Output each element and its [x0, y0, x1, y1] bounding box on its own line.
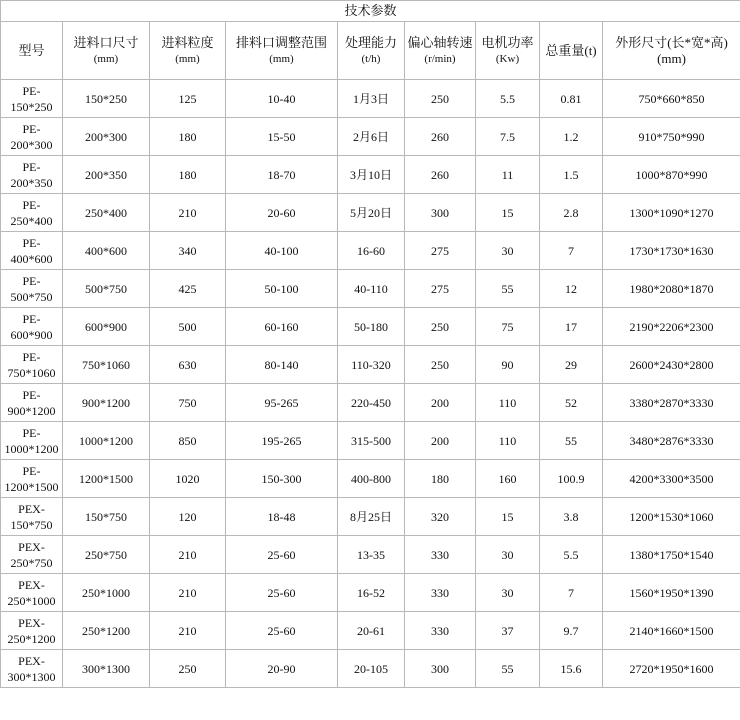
cell-dimensions: 2140*1660*1500 — [603, 612, 740, 650]
cell-weight: 12 — [540, 270, 603, 308]
model-prefix: PE- — [22, 425, 41, 440]
cell-feed-opening: 1200*1500 — [63, 460, 150, 498]
cell-feed-size: 180 — [150, 156, 226, 194]
header-capacity-unit: (t/h) — [361, 52, 381, 65]
cell-capacity: 8月25日 — [338, 498, 405, 536]
cell-weight: 1.5 — [540, 156, 603, 194]
table-row — [1, 156, 740, 194]
header-speed — [405, 22, 476, 80]
table-row — [1, 650, 740, 688]
cell-weight: 1.2 — [540, 118, 603, 156]
cell-feed-opening: 150*750 — [63, 498, 150, 536]
cell-feed-opening: 500*750 — [63, 270, 150, 308]
cell-dimensions: 1980*2080*1870 — [603, 270, 740, 308]
cell-feed-opening: 400*600 — [63, 232, 150, 270]
cell-dimensions: 3480*2876*3330 — [603, 422, 740, 460]
cell-model — [1, 536, 63, 574]
cell-dimensions: 2600*2430*2800 — [603, 346, 740, 384]
model-size: 250*1000 — [7, 593, 56, 608]
model-prefix: PEX- — [18, 653, 45, 668]
cell-dimensions: 750*660*850 — [603, 80, 740, 118]
table-row — [1, 498, 740, 536]
header-model — [1, 22, 63, 80]
model-size: 1200*1500 — [4, 479, 59, 494]
cell-model — [1, 80, 63, 118]
cell-discharge-range: 25-60 — [226, 612, 338, 650]
cell-capacity: 50-180 — [338, 308, 405, 346]
table-row — [1, 574, 740, 612]
cell-model — [1, 574, 63, 612]
model-size: 250*1200 — [7, 631, 56, 646]
model-size: 900*1200 — [7, 403, 56, 418]
cell-weight: 55 — [540, 422, 603, 460]
header-speed-label: 偏心轴转速 — [407, 34, 473, 50]
cell-capacity: 20-105 — [338, 650, 405, 688]
cell-model — [1, 384, 63, 422]
cell-weight: 7 — [540, 232, 603, 270]
cell-power: 37 — [476, 612, 540, 650]
table-title: 技术参数 — [1, 1, 740, 22]
cell-capacity: 13-35 — [338, 536, 405, 574]
cell-discharge-range: 20-60 — [226, 194, 338, 232]
cell-capacity: 400-800 — [338, 460, 405, 498]
cell-capacity: 20-61 — [338, 612, 405, 650]
cell-capacity: 16-60 — [338, 232, 405, 270]
cell-model — [1, 232, 63, 270]
header-discharge-range-unit: (mm) — [269, 52, 294, 65]
header-power-label: 电机功率 — [481, 34, 534, 50]
cell-weight: 9.7 — [540, 612, 603, 650]
cell-dimensions: 1000*870*990 — [603, 156, 740, 194]
model-prefix: PE- — [22, 235, 41, 250]
cell-feed-size: 425 — [150, 270, 226, 308]
model-size: 1000*1200 — [4, 441, 59, 456]
model-size: 150*750 — [10, 517, 53, 532]
cell-power: 30 — [476, 536, 540, 574]
cell-speed: 330 — [405, 574, 476, 612]
header-feed-size-label: 进料粒度 — [161, 34, 214, 50]
cell-speed: 250 — [405, 308, 476, 346]
cell-feed-size: 250 — [150, 650, 226, 688]
cell-power: 90 — [476, 346, 540, 384]
model-prefix: PE- — [22, 273, 41, 288]
cell-power: 7.5 — [476, 118, 540, 156]
cell-discharge-range: 50-100 — [226, 270, 338, 308]
cell-power: 5.5 — [476, 80, 540, 118]
header-weight — [540, 22, 603, 80]
model-size: 300*1300 — [7, 669, 56, 684]
table-row — [1, 80, 740, 118]
table-row — [1, 536, 740, 574]
table-row — [1, 118, 740, 156]
model-size: 250*400 — [10, 213, 53, 228]
cell-feed-size: 500 — [150, 308, 226, 346]
cell-discharge-range: 25-60 — [226, 574, 338, 612]
cell-speed: 300 — [405, 194, 476, 232]
header-feed-opening-label: 进料口尺寸 — [73, 34, 139, 50]
cell-dimensions: 1730*1730*1630 — [603, 232, 740, 270]
header-power — [476, 22, 540, 80]
cell-speed: 260 — [405, 118, 476, 156]
cell-discharge-range: 60-160 — [226, 308, 338, 346]
cell-discharge-range: 25-60 — [226, 536, 338, 574]
cell-speed: 300 — [405, 650, 476, 688]
cell-model — [1, 346, 63, 384]
cell-feed-size: 210 — [150, 612, 226, 650]
header-model-label: 型号 — [18, 42, 45, 58]
cell-model — [1, 308, 63, 346]
cell-model — [1, 498, 63, 536]
cell-feed-opening: 200*300 — [63, 118, 150, 156]
cell-model — [1, 650, 63, 688]
table-row — [1, 194, 740, 232]
cell-discharge-range: 18-70 — [226, 156, 338, 194]
cell-weight: 100.9 — [540, 460, 603, 498]
header-row — [1, 22, 740, 80]
table-row — [1, 422, 740, 460]
model-prefix: PE- — [22, 159, 41, 174]
cell-feed-size: 850 — [150, 422, 226, 460]
cell-feed-opening: 150*250 — [63, 80, 150, 118]
cell-weight: 17 — [540, 308, 603, 346]
model-prefix: PE- — [22, 387, 41, 402]
cell-discharge-range: 15-50 — [226, 118, 338, 156]
cell-feed-opening: 250*750 — [63, 536, 150, 574]
cell-model — [1, 194, 63, 232]
header-capacity — [338, 22, 405, 80]
cell-discharge-range: 95-265 — [226, 384, 338, 422]
cell-feed-opening: 200*350 — [63, 156, 150, 194]
cell-dimensions: 1560*1950*1390 — [603, 574, 740, 612]
cell-weight: 29 — [540, 346, 603, 384]
cell-capacity: 3月10日 — [338, 156, 405, 194]
cell-capacity: 110-320 — [338, 346, 405, 384]
cell-speed: 320 — [405, 498, 476, 536]
model-size: 400*600 — [10, 251, 53, 266]
cell-feed-size: 750 — [150, 384, 226, 422]
cell-speed: 275 — [405, 232, 476, 270]
cell-weight: 0.81 — [540, 80, 603, 118]
cell-feed-size: 120 — [150, 498, 226, 536]
cell-speed: 250 — [405, 346, 476, 384]
cell-capacity: 1月3日 — [338, 80, 405, 118]
table-body — [1, 80, 740, 688]
model-prefix: PEX- — [18, 577, 45, 592]
cell-power: 55 — [476, 650, 540, 688]
cell-dimensions: 2720*1950*1600 — [603, 650, 740, 688]
table-row — [1, 308, 740, 346]
model-size: 500*750 — [10, 289, 53, 304]
cell-feed-opening: 250*400 — [63, 194, 150, 232]
cell-discharge-range: 10-40 — [226, 80, 338, 118]
cell-model — [1, 156, 63, 194]
cell-capacity: 16-52 — [338, 574, 405, 612]
cell-feed-opening: 250*1000 — [63, 574, 150, 612]
header-discharge-range — [226, 22, 338, 80]
header-weight-label: 总重量(t) — [545, 42, 597, 58]
cell-weight: 52 — [540, 384, 603, 422]
cell-weight: 3.8 — [540, 498, 603, 536]
model-size: 750*1060 — [7, 365, 56, 380]
cell-speed: 200 — [405, 422, 476, 460]
model-prefix: PE- — [22, 311, 41, 326]
cell-feed-size: 210 — [150, 574, 226, 612]
cell-power: 11 — [476, 156, 540, 194]
header-capacity-label: 处理能力 — [344, 34, 397, 50]
cell-model — [1, 422, 63, 460]
table-row — [1, 270, 740, 308]
model-size: 250*750 — [10, 555, 53, 570]
model-prefix: PE- — [22, 349, 41, 364]
model-size: 600*900 — [10, 327, 53, 342]
header-feed-opening — [63, 22, 150, 80]
cell-power: 15 — [476, 194, 540, 232]
title-row — [1, 1, 740, 22]
table-row — [1, 460, 740, 498]
header-discharge-range-label: 排料口调整范围 — [235, 34, 327, 50]
cell-feed-size: 180 — [150, 118, 226, 156]
cell-dimensions: 2190*2206*2300 — [603, 308, 740, 346]
cell-discharge-range: 80-140 — [226, 346, 338, 384]
model-prefix: PEX- — [18, 615, 45, 630]
cell-feed-size: 340 — [150, 232, 226, 270]
model-prefix: PE- — [22, 197, 41, 212]
cell-speed: 250 — [405, 80, 476, 118]
cell-dimensions: 3380*2870*3330 — [603, 384, 740, 422]
cell-model — [1, 612, 63, 650]
cell-weight: 2.8 — [540, 194, 603, 232]
cell-power: 160 — [476, 460, 540, 498]
cell-model — [1, 270, 63, 308]
cell-power: 110 — [476, 422, 540, 460]
cell-feed-size: 210 — [150, 536, 226, 574]
header-dimensions — [603, 22, 740, 80]
header-feed-size-unit: (mm) — [175, 52, 200, 65]
cell-feed-opening: 750*1060 — [63, 346, 150, 384]
cell-capacity: 5月20日 — [338, 194, 405, 232]
cell-feed-opening: 900*1200 — [63, 384, 150, 422]
model-prefix: PEX- — [18, 539, 45, 554]
cell-discharge-range: 18-48 — [226, 498, 338, 536]
cell-power: 15 — [476, 498, 540, 536]
cell-power: 30 — [476, 232, 540, 270]
cell-dimensions: 4200*3300*3500 — [603, 460, 740, 498]
cell-capacity: 2月6日 — [338, 118, 405, 156]
model-prefix: PE- — [22, 463, 41, 478]
cell-feed-size: 125 — [150, 80, 226, 118]
cell-weight: 5.5 — [540, 536, 603, 574]
cell-feed-opening: 600*900 — [63, 308, 150, 346]
cell-dimensions: 910*750*990 — [603, 118, 740, 156]
cell-speed: 275 — [405, 270, 476, 308]
cell-speed: 260 — [405, 156, 476, 194]
model-prefix: PE- — [22, 121, 41, 136]
cell-feed-size: 1020 — [150, 460, 226, 498]
cell-power: 55 — [476, 270, 540, 308]
header-dimensions-label: 外形尺寸(长*宽*高)(mm) — [615, 34, 728, 66]
cell-discharge-range: 20-90 — [226, 650, 338, 688]
cell-weight: 7 — [540, 574, 603, 612]
cell-speed: 330 — [405, 536, 476, 574]
cell-discharge-range: 150-300 — [226, 460, 338, 498]
cell-feed-opening: 300*1300 — [63, 650, 150, 688]
cell-capacity: 40-110 — [338, 270, 405, 308]
cell-dimensions: 1200*1530*1060 — [603, 498, 740, 536]
model-size: 200*350 — [10, 175, 53, 190]
cell-feed-opening: 250*1200 — [63, 612, 150, 650]
model-prefix: PEX- — [18, 501, 45, 516]
table-row — [1, 346, 740, 384]
cell-power: 75 — [476, 308, 540, 346]
header-speed-unit: (r/min) — [424, 52, 456, 65]
header-feed-opening-unit: (mm) — [93, 52, 119, 65]
cell-model — [1, 118, 63, 156]
cell-feed-opening: 1000*1200 — [63, 422, 150, 460]
table-row — [1, 232, 740, 270]
cell-capacity: 315-500 — [338, 422, 405, 460]
cell-model — [1, 460, 63, 498]
cell-dimensions: 1300*1090*1270 — [603, 194, 740, 232]
header-power-unit: (Kw) — [495, 52, 520, 65]
header-feed-size — [150, 22, 226, 80]
model-prefix: PE- — [22, 83, 41, 98]
cell-power: 30 — [476, 574, 540, 612]
cell-dimensions: 1380*1750*1540 — [603, 536, 740, 574]
cell-speed: 200 — [405, 384, 476, 422]
cell-discharge-range: 40-100 — [226, 232, 338, 270]
table-row — [1, 612, 740, 650]
cell-feed-size: 210 — [150, 194, 226, 232]
cell-speed: 180 — [405, 460, 476, 498]
cell-capacity: 220-450 — [338, 384, 405, 422]
model-size: 200*300 — [10, 137, 53, 152]
cell-speed: 330 — [405, 612, 476, 650]
cell-feed-size: 630 — [150, 346, 226, 384]
cell-weight: 15.6 — [540, 650, 603, 688]
cell-discharge-range: 195-265 — [226, 422, 338, 460]
cell-power: 110 — [476, 384, 540, 422]
table-row — [1, 384, 740, 422]
model-size: 150*250 — [10, 99, 53, 114]
